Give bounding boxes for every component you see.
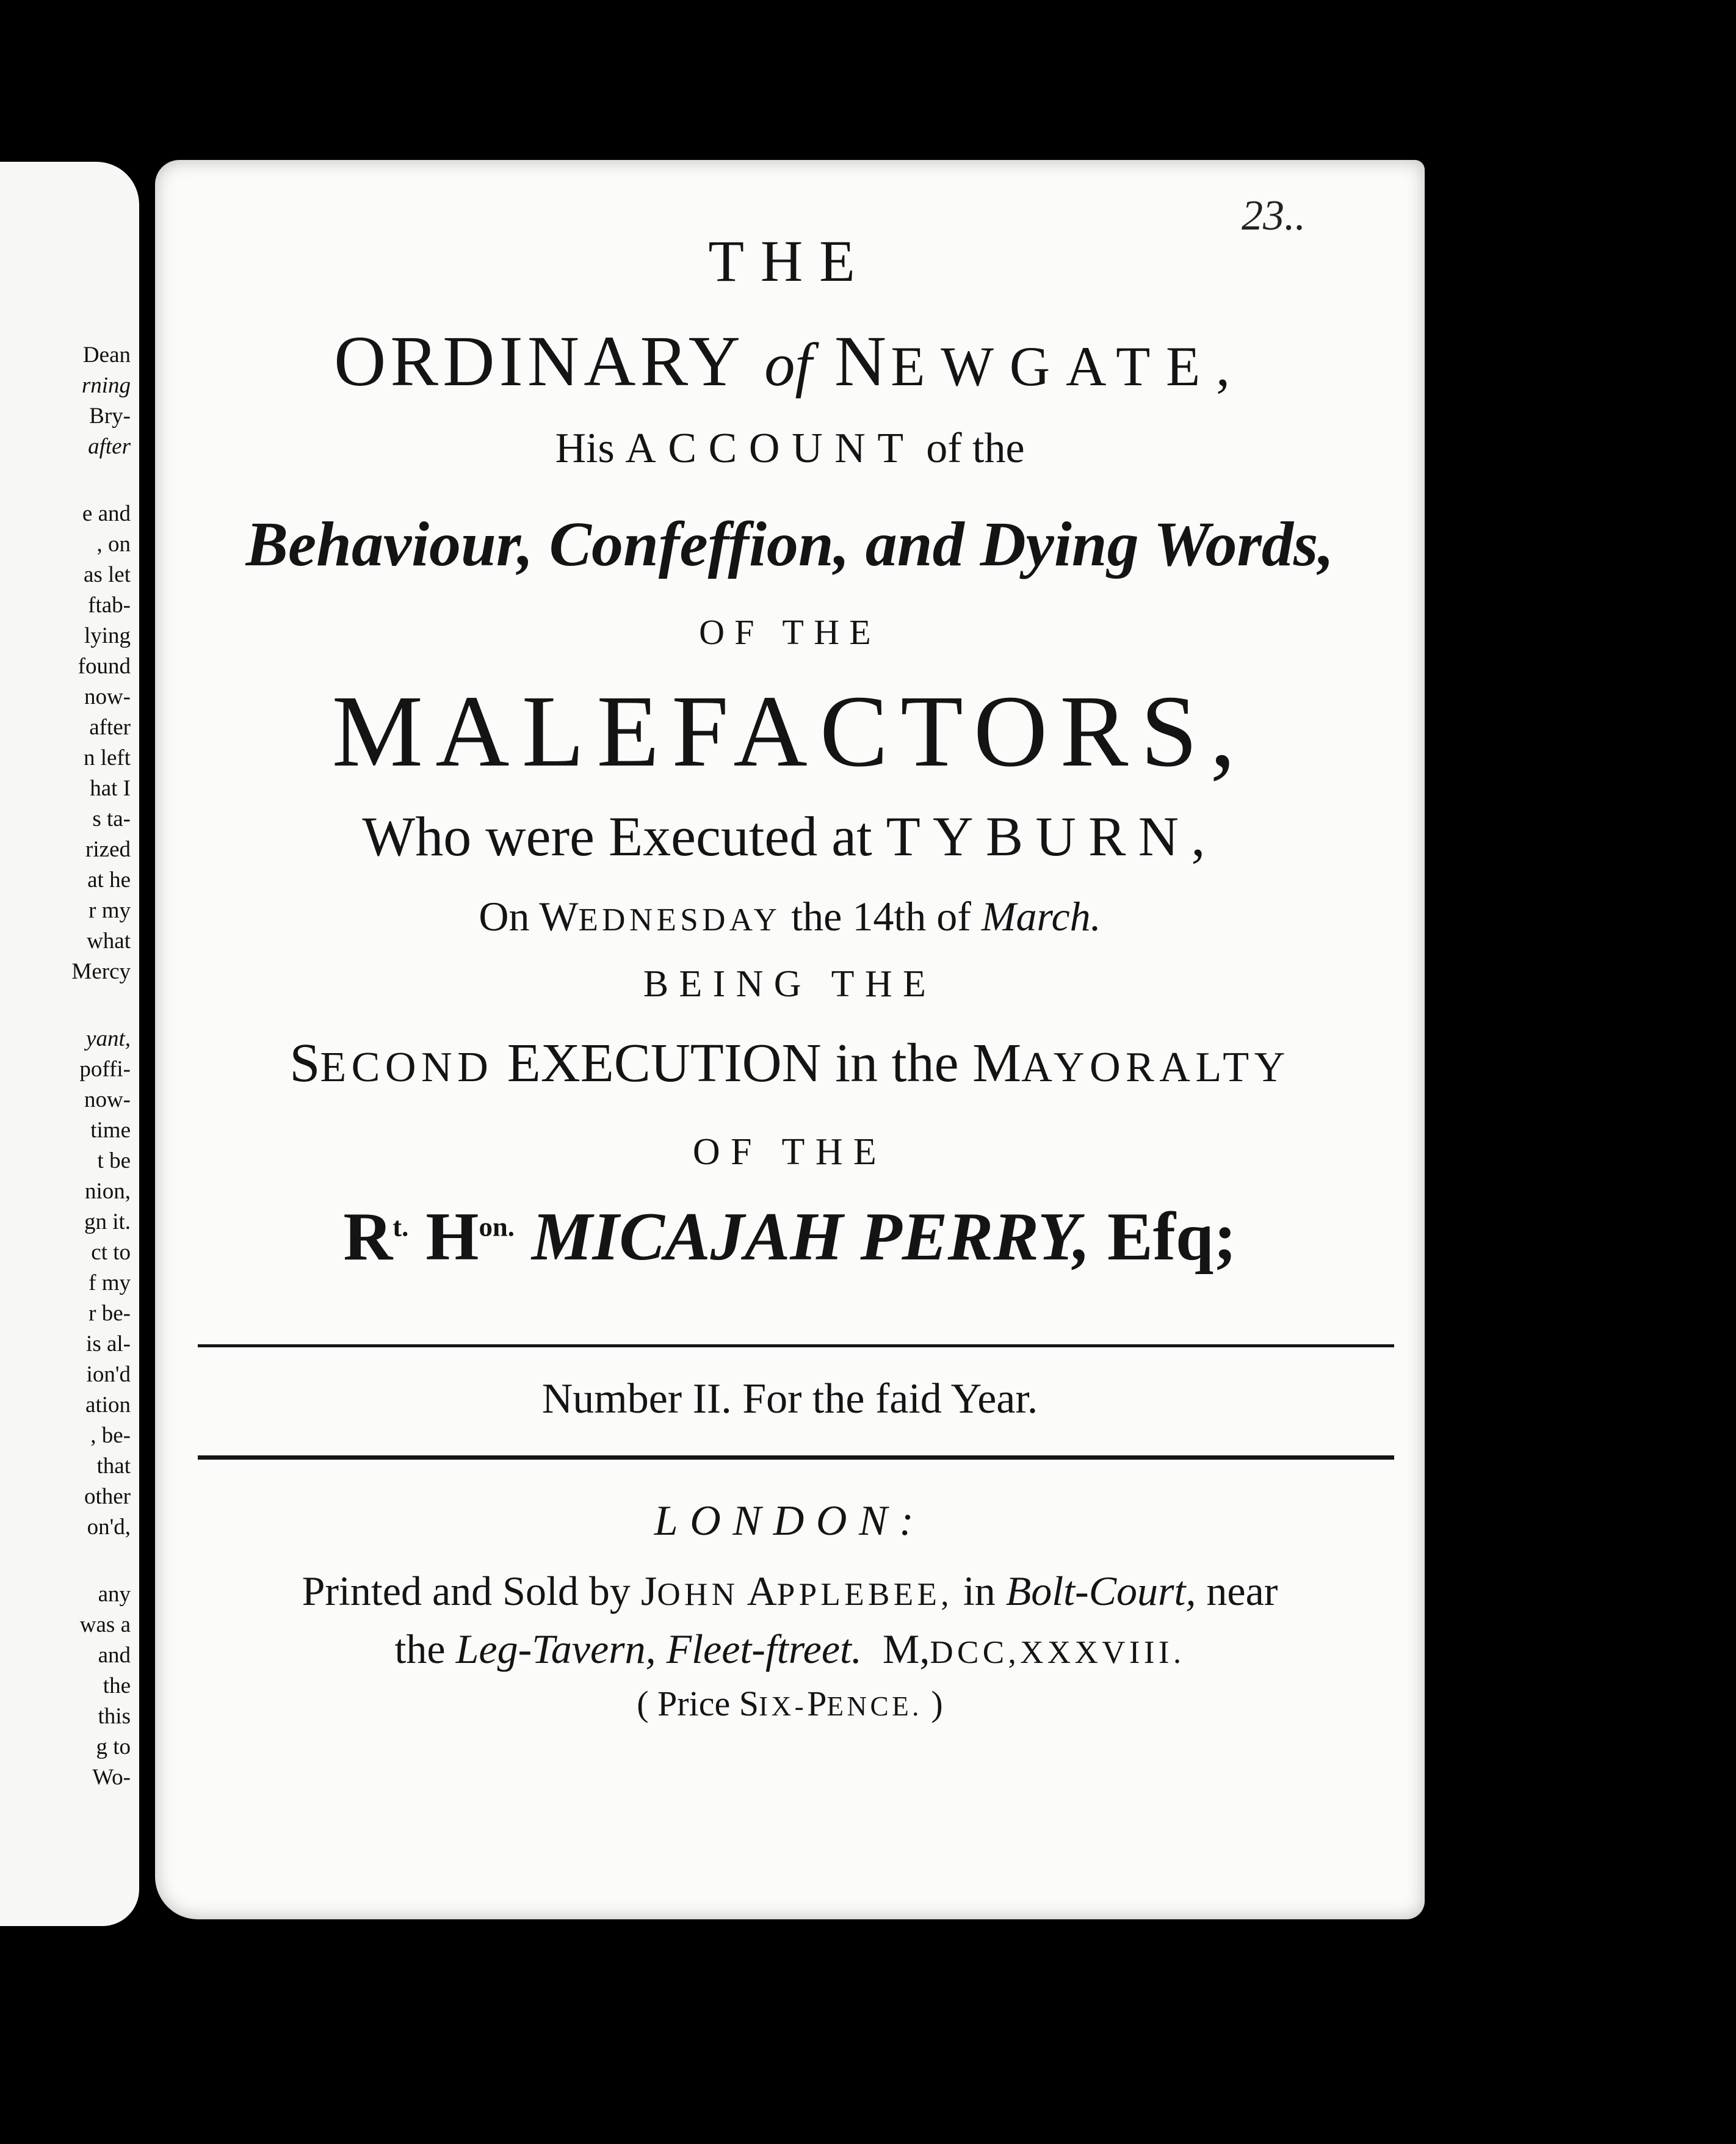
facing-page-line: , be-: [90, 1423, 131, 1448]
imprint-fleet-street: Fleet-ftreet.: [666, 1626, 862, 1672]
facing-page-line: after: [89, 715, 131, 740]
title-hon: H: [425, 1199, 479, 1275]
imprint-year-initial: M,: [882, 1626, 930, 1672]
imprint-printed: Printed and Sold by: [302, 1568, 631, 1614]
price-close: ): [931, 1684, 943, 1723]
facing-page-line: nion,: [84, 1179, 131, 1204]
title-name-line: [155, 1198, 1425, 1277]
imprint-applebee-initial: A: [747, 1568, 777, 1614]
title-account: ACCOUNT: [625, 425, 916, 472]
facing-page-fragment: [0, 162, 139, 1926]
facing-page-line: time: [90, 1118, 131, 1143]
title-of: of: [764, 331, 812, 399]
facing-page-line: is al-: [86, 1331, 131, 1356]
imprint-year-rest: DCC,XXXVIII.: [930, 1635, 1185, 1670]
price-pence-initial: P: [807, 1684, 827, 1723]
imprint-bolt-court: Bolt-Court,: [1005, 1568, 1196, 1614]
london: LONDON:: [654, 1498, 926, 1545]
title-second-initial: S: [289, 1033, 320, 1093]
price-line: [155, 1683, 1425, 1724]
title-his: His: [555, 425, 615, 472]
facing-page-line: ation: [85, 1393, 131, 1418]
facing-page-line: g to: [96, 1734, 131, 1759]
title-tyburn: TYBURN,: [886, 805, 1218, 867]
title-newgate-rest: EWGATE,: [891, 335, 1246, 397]
imprint-leg-tavern: Leg-Tavern,: [455, 1626, 656, 1672]
title-account-line: [155, 424, 1425, 473]
facing-page-line: other: [84, 1484, 131, 1509]
title-page: [155, 160, 1425, 1919]
facing-page-line: ion'd: [86, 1362, 131, 1387]
imprint-line-2: [155, 1625, 1425, 1673]
facing-page-line: poffi-: [79, 1057, 131, 1082]
facing-page-line: ftab-: [88, 593, 131, 618]
title-march: March.: [981, 893, 1101, 940]
number-line: Number II. For the faid Year.: [541, 1375, 1038, 1422]
title-wednesday-initial: W: [539, 893, 579, 940]
facing-page-line: r be-: [89, 1301, 131, 1326]
title-rt: R: [343, 1199, 393, 1275]
title-rt-sup: t.: [392, 1211, 409, 1242]
price-six-initial: S: [739, 1684, 759, 1723]
title-behaviour: Behaviour, Confeffion, and Dying Words,: [245, 509, 1334, 579]
facing-page-line: as let: [83, 562, 131, 587]
bottom-rule: [198, 1455, 1394, 1460]
title-executed-line: [155, 804, 1425, 869]
title-ordinary-of-newgate: [155, 320, 1425, 403]
facing-page-line: Dean: [82, 342, 131, 368]
facing-page-line: hat I: [90, 776, 131, 801]
title-hon-sup: on.: [479, 1211, 515, 1242]
title-mayoralty-initial: M: [972, 1033, 1022, 1093]
facing-page-line: gn it.: [84, 1209, 131, 1234]
facing-page-line: Wo-: [92, 1765, 131, 1790]
facing-page-line: on'd,: [87, 1515, 131, 1540]
facing-page-line: at he: [87, 867, 131, 893]
title-malefactors: MALEFACTORS,: [331, 675, 1248, 788]
facing-page-line: after: [88, 434, 131, 459]
facing-page-line: rized: [85, 837, 131, 862]
title-second-execution-line: [155, 1032, 1425, 1095]
facing-page-line: now-: [84, 684, 131, 709]
facing-page-line: yant,: [86, 1026, 131, 1051]
price-six-rest: IX-: [759, 1691, 808, 1722]
facing-page-line: f my: [89, 1270, 131, 1295]
facing-page-line: found: [78, 654, 131, 679]
facing-page-line: r my: [89, 898, 131, 923]
facing-page-line: and: [98, 1643, 131, 1668]
facing-page-line: any: [98, 1582, 131, 1607]
facing-page-line: s ta-: [92, 806, 131, 831]
facing-page-line: t be: [97, 1148, 131, 1173]
facing-page-line: Bry-: [89, 404, 131, 429]
facing-page-line: rning: [81, 373, 131, 398]
page-number: 23..: [1242, 192, 1306, 239]
title-of-the-1: OF THE: [699, 612, 881, 652]
title-execution: EXECUTION: [507, 1033, 822, 1093]
facing-page-line: the: [103, 1673, 131, 1698]
price-pence-rest: ENCE.: [826, 1691, 922, 1722]
title-name: MICAJAH PERRY,: [532, 1199, 1091, 1275]
facing-page-line: n left: [83, 745, 131, 770]
imprint-line-1: [155, 1567, 1425, 1615]
title-date-mid: the 14th of: [791, 893, 971, 940]
title-executed-pre: Who were Executed at: [362, 805, 872, 867]
facing-page-line: , on: [96, 532, 131, 557]
title-mayoralty-rest: AYORALTY: [1021, 1043, 1290, 1091]
facing-page-line: now-: [84, 1087, 131, 1112]
title-esq: Efq;: [1107, 1199, 1237, 1275]
title-ordinary: ORDINARY: [334, 321, 742, 401]
title-date-line: [155, 893, 1425, 941]
imprint-in: in: [963, 1568, 996, 1614]
facing-page-line: Mercy: [71, 959, 131, 984]
facing-page-line: lying: [84, 623, 131, 648]
facing-page-line: what: [87, 929, 131, 954]
title-in-the: in the: [835, 1033, 959, 1093]
imprint-john-rest: OHN: [657, 1577, 739, 1612]
facing-page-line: that: [96, 1454, 131, 1479]
imprint-the: the: [394, 1626, 446, 1672]
facing-page-line: ct to: [91, 1240, 131, 1265]
title-the: THE: [708, 228, 872, 294]
title-newgate-initial: N: [834, 321, 891, 401]
facing-page-line: e and: [82, 501, 131, 526]
facing-page-line: this: [98, 1704, 131, 1729]
imprint-applebee-rest: PPLEBEE,: [776, 1577, 953, 1612]
top-rule: [198, 1344, 1394, 1347]
facing-page-line: was a: [79, 1612, 131, 1637]
price-open: ( Price: [637, 1684, 731, 1723]
imprint-john-initial: J: [640, 1568, 657, 1614]
title-second-rest: ECOND: [320, 1043, 494, 1091]
title-on: On: [479, 893, 530, 940]
imprint-near: near: [1206, 1568, 1278, 1614]
title-wednesday-rest: EDNESDAY: [578, 902, 781, 938]
title-being-the: BEING THE: [643, 963, 937, 1005]
title-account-of-the: of the: [926, 425, 1025, 472]
title-of-the-2: OF THE: [692, 1131, 888, 1173]
